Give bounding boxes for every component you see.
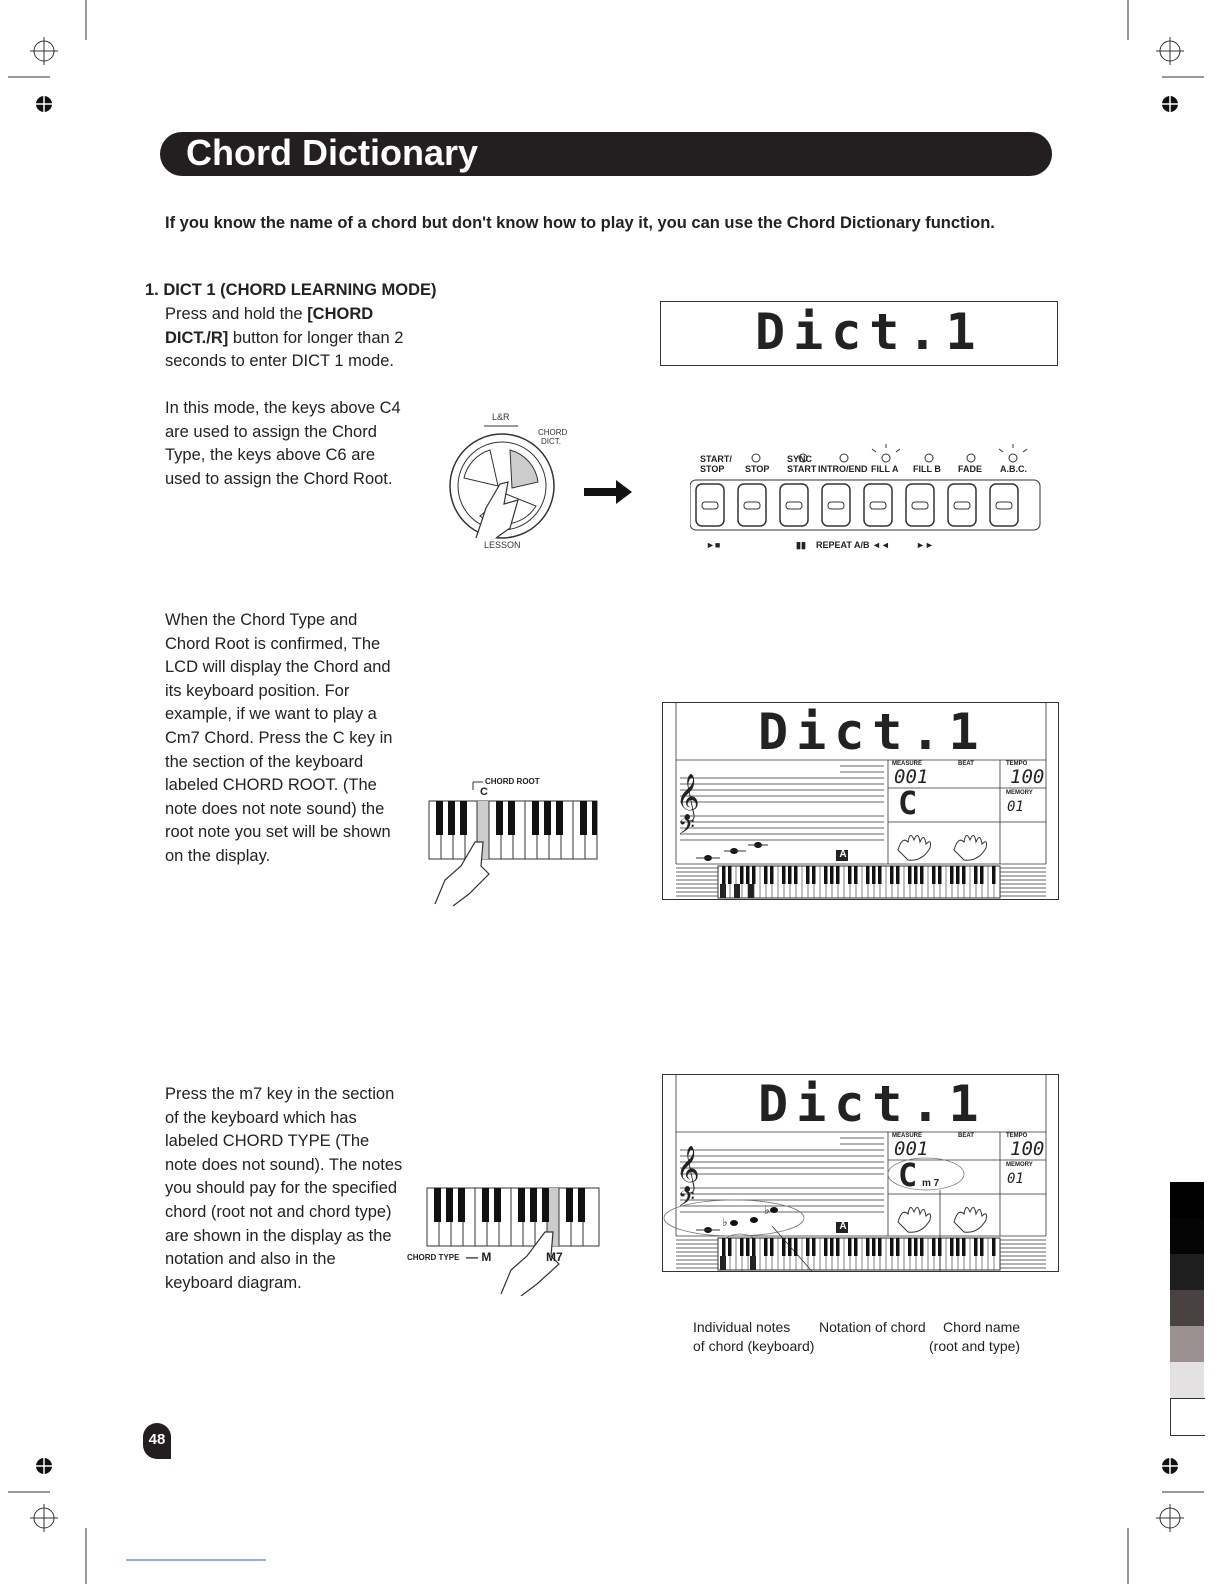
treble-clef-icon: 𝄞 <box>676 1146 700 1192</box>
paragraph-key-assign: In this mode, the keys above C4 are used to assign the Chord Type, the keys above C6 are used to assign the Chord Root. <box>165 399 401 488</box>
caption-notation: Notation of chord <box>819 1319 926 1335</box>
label-root-note: C <box>480 786 488 798</box>
arrow-right-icon <box>584 478 634 506</box>
label-fill-b: FILL B <box>913 464 941 474</box>
measure-label: MEASURE <box>892 761 923 767</box>
beat-label: BEAT <box>958 761 974 767</box>
intro-text: If you know the name of a chord but don't know how to play it, you can use the Chord Dictionary function. <box>165 214 995 232</box>
lcd-text: Dict.1 <box>758 1075 987 1133</box>
caption-chord-name: Chord name (root and type) <box>929 1319 1021 1354</box>
tempo-value: 100 <box>1010 766 1045 788</box>
measure-value: 001 <box>894 1138 929 1160</box>
chord-root-value: C <box>898 784 918 822</box>
color-tab <box>1170 1290 1204 1326</box>
label-lesson: LESSON <box>484 540 521 550</box>
lcd-text: Dict.1 <box>755 303 984 361</box>
chord-dict-button-ref: [CHORD DICT./R] <box>165 305 374 347</box>
label-fill-a: FILL A <box>871 464 899 474</box>
label-stop: STOP <box>745 464 770 474</box>
label-chord-dict: CHORD <box>538 428 568 437</box>
memory-label: MEMORY <box>1006 790 1033 796</box>
memory-label: MEMORY <box>1006 1162 1033 1168</box>
tempo-value: 100 <box>1010 1138 1045 1160</box>
bass-clef-icon: 𝄢 <box>678 815 695 845</box>
color-tab <box>1170 1254 1204 1290</box>
section-heading: 1. DICT 1 (CHORD LEARNING MODE) <box>145 281 437 299</box>
paragraph-chord-root: When the Chord Type and Chord Root is confirmed, The LCD will display the Chord and its keyboard position. For example, if we want to play a Cm7 Chord. Press the C key in the section of the keyboard labeled CHORD ROOT. (The note does not note sound) the root note you set will be shown on the display. <box>165 611 393 865</box>
color-tab <box>1170 1182 1204 1218</box>
tempo-label: TEMPO <box>1006 1133 1028 1139</box>
label-type-m: — M <box>466 1250 492 1264</box>
beat-label: BEAT <box>958 1133 974 1139</box>
treble-clef-icon: 𝄞 <box>676 774 700 820</box>
label-abc: A.B.C. <box>1000 464 1027 474</box>
keyboard-graphic-2 <box>405 1184 605 1296</box>
label-pause: ▮▮ <box>796 540 806 550</box>
keyboard-graphic <box>405 776 605 908</box>
label-chord-type: CHORD TYPE <box>407 1253 460 1262</box>
label-type-m7: M7 <box>546 1250 563 1264</box>
label-play-stop: ►■ <box>706 540 721 550</box>
paragraph-enter-mode: Press and hold the [CHORD DICT./R] button for longer than 2 seconds to enter DICT 1 mode. <box>165 305 404 371</box>
lcd-full-display-1 <box>662 702 1059 900</box>
color-tab <box>1170 1362 1204 1398</box>
measure-value: 001 <box>894 766 929 788</box>
label-start-stop: START/ STOP <box>700 454 732 474</box>
page-title-bar <box>160 132 1052 176</box>
page-number: 48 <box>143 1423 171 1459</box>
chord-root-value: C <box>898 1156 918 1194</box>
tempo-label: TEMPO <box>1006 761 1028 767</box>
chord-dict-button-diagram <box>440 408 570 556</box>
svg-text:DICT.: DICT. <box>541 437 561 446</box>
label-chord-root: CHORD ROOT <box>485 777 540 786</box>
memory-value: 01 <box>1007 1171 1024 1187</box>
paragraph-chord-type: Press the m7 key in the section of the keyboard which has labeled CHORD TYPE (The note does not sound). The notes you should pay for the specified chord (root not and chord type) are shown in the display as the notation and also in the keyboard diagram. <box>165 1085 403 1292</box>
lcd-full-display-2 <box>662 1074 1059 1272</box>
label-forward: ►► <box>916 540 934 550</box>
mode-letter: A <box>839 849 847 860</box>
caption-individual-notes: Individual notes of chord (keyboard) <box>693 1319 815 1354</box>
panel-buttons <box>690 440 1050 560</box>
memory-value: 01 <box>1007 799 1024 815</box>
label-repeat: REPEAT A/B ◄◄ <box>816 540 890 550</box>
lcd-text: Dict.1 <box>758 703 987 761</box>
label-fade: FADE <box>958 464 983 474</box>
color-tab <box>1170 1218 1204 1254</box>
measure-label: MEASURE <box>892 1133 923 1139</box>
color-tab <box>1170 1326 1204 1362</box>
color-tab <box>1170 1398 1205 1436</box>
label-intro-end: INTRO/END <box>818 464 868 474</box>
mode-letter: A <box>839 1221 847 1232</box>
label-lr: L&R <box>492 412 510 422</box>
flat-icon: ♭ <box>722 1215 728 1229</box>
chord-type-value: m 7 <box>922 1178 940 1189</box>
flat-icon: ♭ <box>764 1203 770 1217</box>
lcd-display-top <box>660 301 1058 366</box>
keyboard-chord-type-diagram <box>405 1184 605 1296</box>
page-title: Chord Dictionary <box>186 132 479 173</box>
label-sync-start: SYNC START <box>787 454 817 474</box>
bass-clef-icon: 𝄢 <box>678 1187 695 1217</box>
keyboard-chord-root-diagram <box>405 776 605 908</box>
